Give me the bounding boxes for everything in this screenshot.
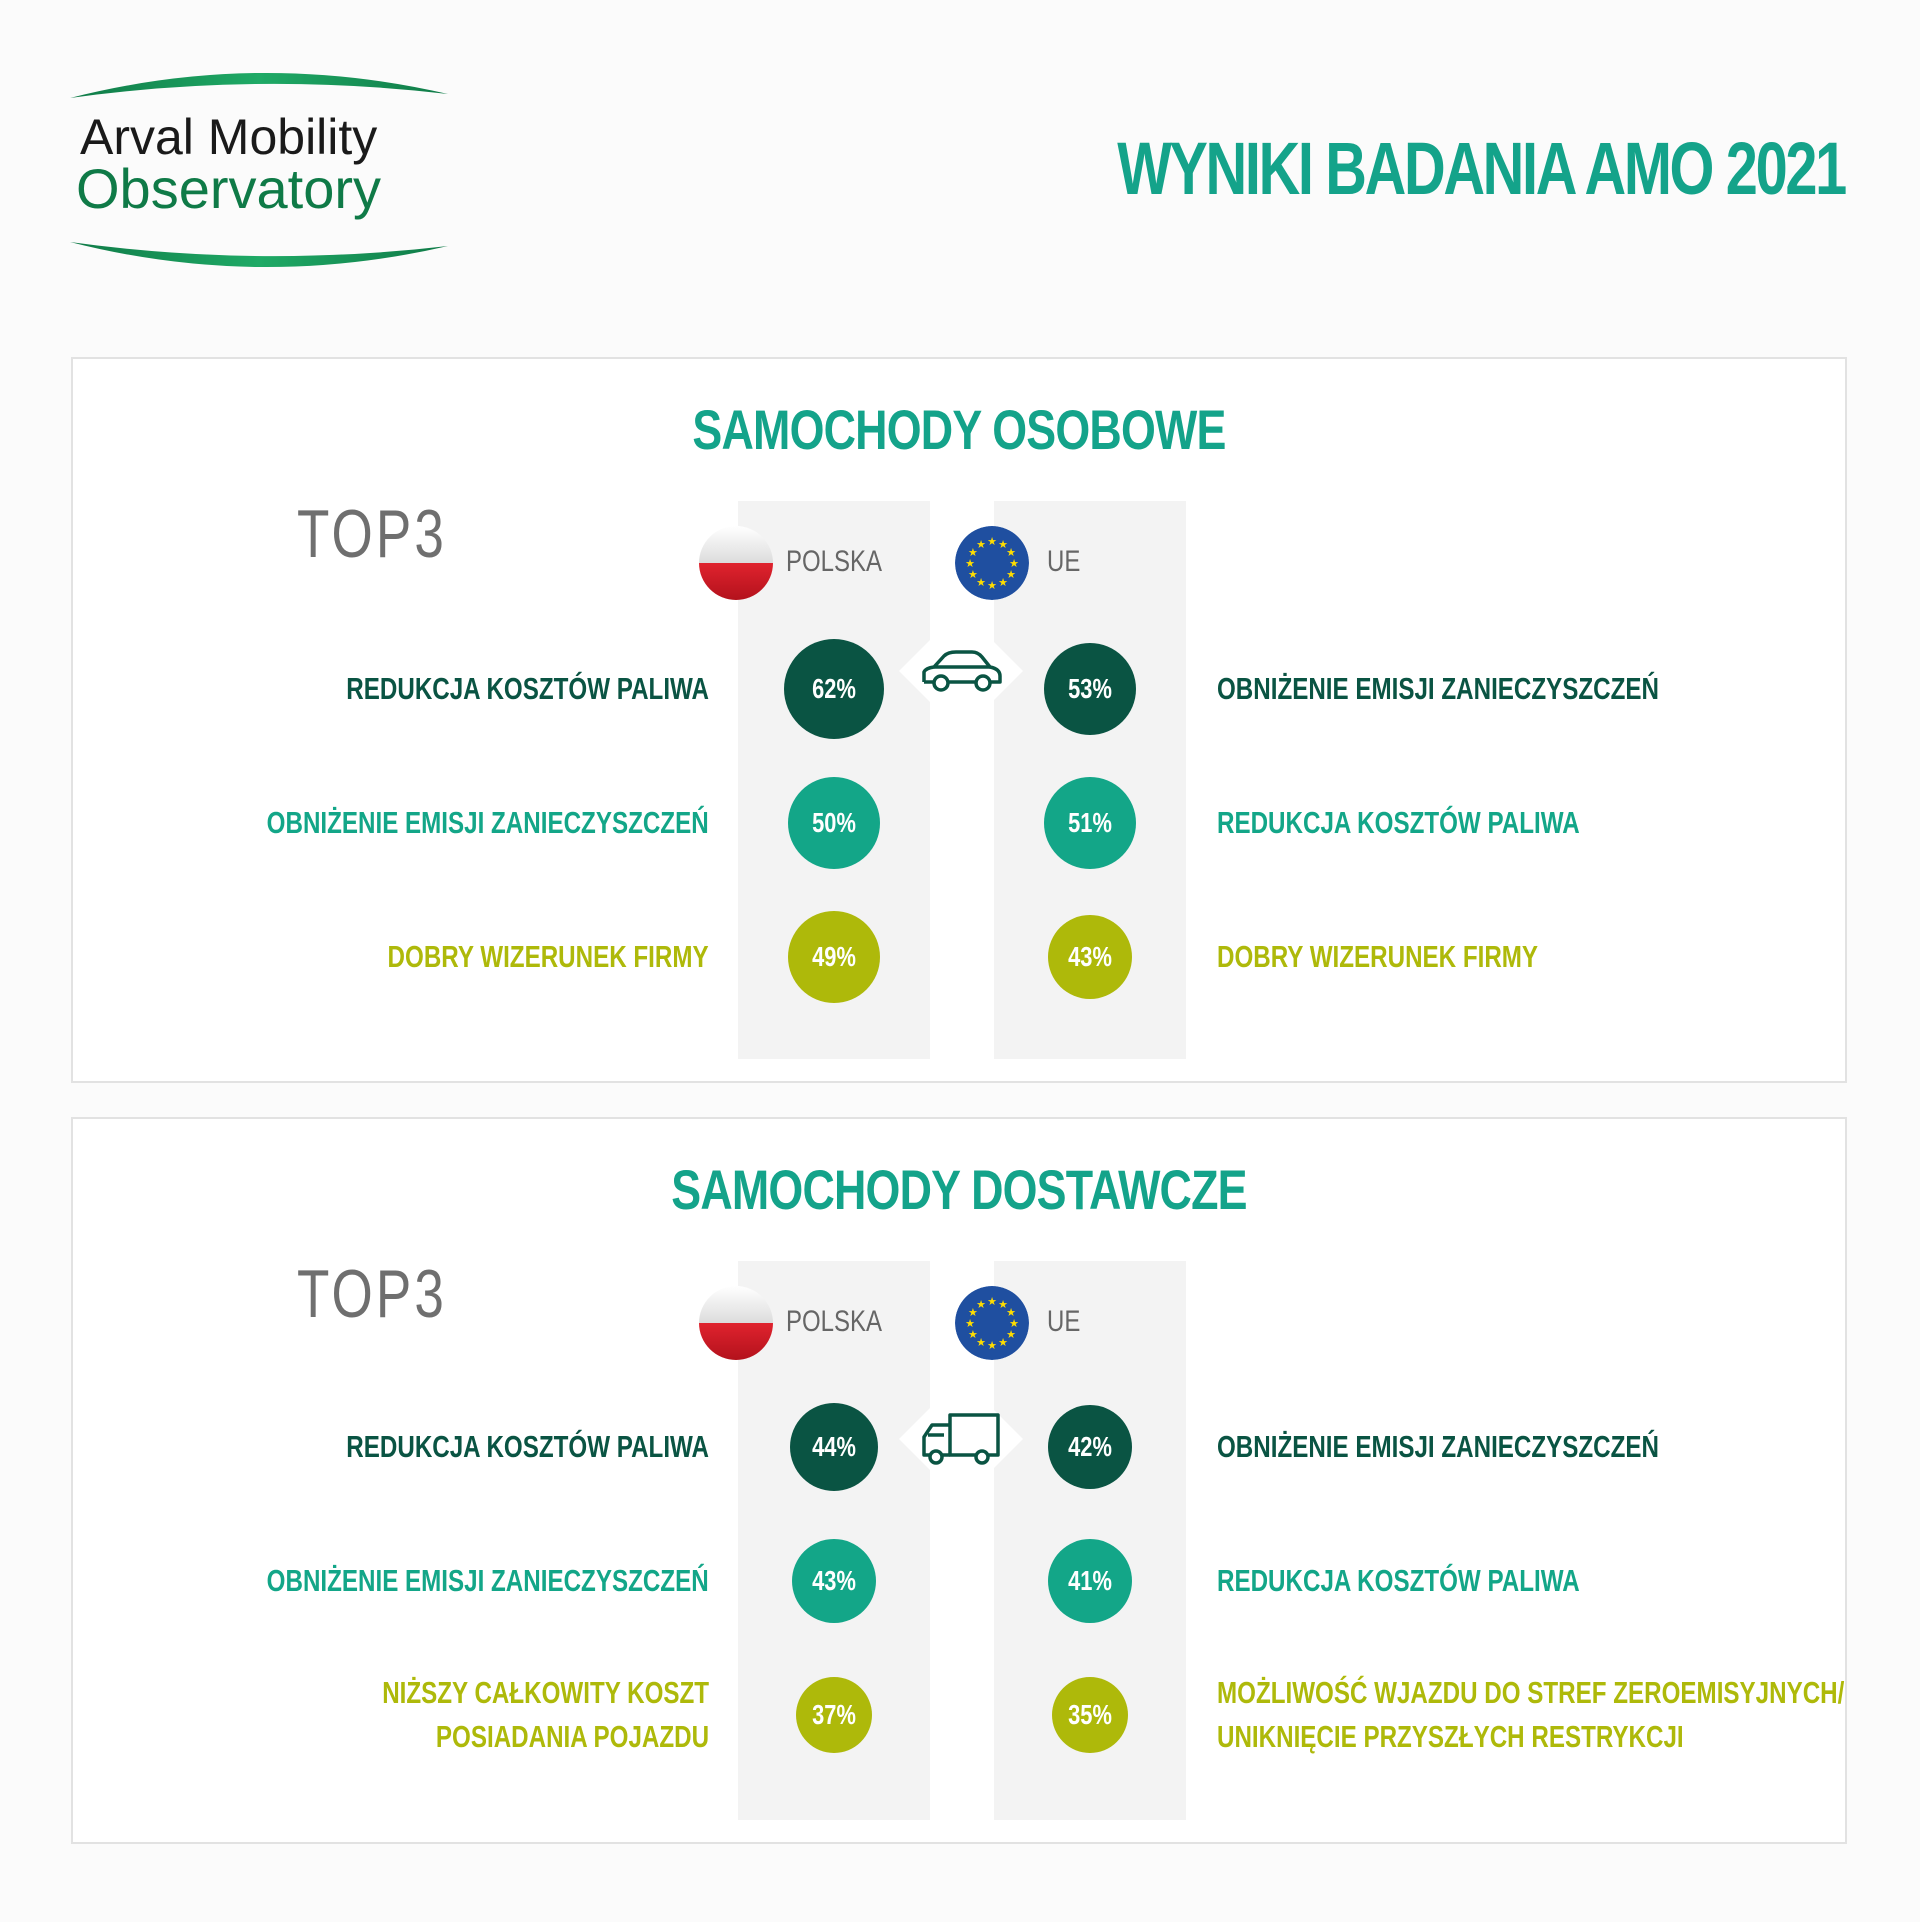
svg-text:★: ★: [1006, 1328, 1016, 1341]
reason-text: REDUKCJA KOSZTÓW PALIWA: [346, 671, 709, 706]
ue-percent-3: [1052, 1677, 1128, 1753]
page-title: WYNIKI BADANIA AMO 2021: [1117, 127, 1845, 210]
svg-text:★: ★: [998, 537, 1008, 551]
svg-text:★: ★: [998, 1336, 1008, 1350]
reason-text: OBNIŻENIE EMISJI ZANIECZYSZCZEŃ: [266, 1563, 709, 1598]
svg-text:★: ★: [987, 1339, 997, 1352]
reason-text: REDUKCJA KOSZTÓW PALIWA: [1217, 805, 1580, 840]
svg-text:★: ★: [1006, 568, 1016, 581]
ue-reason-2: [1217, 1559, 1580, 1603]
polska-reason-2: [267, 801, 709, 845]
percent-value: 50%: [812, 807, 856, 838]
svg-text:★: ★: [968, 546, 978, 559]
polska-percent-2: [788, 777, 880, 869]
ue-reason-3: [1217, 935, 1538, 979]
delivery-vans-panel: [71, 1117, 1847, 1844]
polska-percent-1: [790, 1403, 878, 1491]
svg-text:★: ★: [1009, 1317, 1019, 1330]
svg-text:★: ★: [987, 1295, 997, 1308]
svg-text:★: ★: [965, 557, 975, 570]
panel-title: SAMOCHODY DOSTAWCZE: [671, 1158, 1247, 1221]
polska-reason-3: [388, 935, 709, 979]
polska-label: POLSKA: [786, 1305, 883, 1338]
poland-flag-icon: [699, 526, 773, 600]
svg-text:★: ★: [976, 1336, 986, 1350]
reason-text: DOBRY WIZERUNEK FIRMY: [1217, 939, 1539, 974]
ue-reason-3: [1217, 1671, 1844, 1759]
polska-reason-1: [346, 667, 709, 711]
svg-text:★: ★: [976, 537, 986, 551]
ue-label: UE: [1047, 1305, 1081, 1338]
passenger-cars-panel: [71, 357, 1847, 1083]
truck-icon: [920, 1411, 1002, 1472]
svg-text:★: ★: [1009, 557, 1019, 570]
ue-percent-2: [1044, 777, 1136, 869]
reason-text: OBNIŻENIE EMISJI ZANIECZYSZCZEŃ: [266, 805, 709, 840]
svg-text:★: ★: [987, 579, 997, 592]
reason-text: OBNIŻENIE EMISJI ZANIECZYSZCZEŃ: [1217, 671, 1660, 706]
svg-text:★: ★: [987, 535, 997, 548]
reason-text: UNIKNIĘCIE PRZYSZŁYCH RESTRYKCJI: [1217, 1719, 1684, 1754]
percent-value: 51%: [1068, 807, 1112, 838]
percent-value: 42%: [1068, 1431, 1112, 1462]
vehicle-badge: [895, 1373, 1027, 1505]
reason-text: OBNIŻENIE EMISJI ZANIECZYSZCZEŃ: [1217, 1429, 1660, 1464]
ue-reason-1: [1217, 667, 1659, 711]
panel-title: SAMOCHODY OSOBOWE: [692, 398, 1226, 461]
percent-value: 43%: [812, 1565, 856, 1596]
percent-value: 62%: [812, 673, 856, 704]
eu-flag-icon: [955, 1286, 1029, 1360]
polska-reason-1: [346, 1425, 709, 1469]
svg-text:★: ★: [1006, 1306, 1016, 1319]
ue-percent-1: [1044, 643, 1136, 735]
logo-line1: Arval Mobility: [80, 109, 378, 165]
polska-percent-1: [784, 639, 884, 739]
logo-line2: Observatory: [76, 157, 381, 220]
svg-text:★: ★: [998, 576, 1008, 590]
car-icon: [918, 648, 1004, 699]
svg-text:★: ★: [965, 1317, 975, 1330]
reason-text: NIŻSZY CAŁKOWITY KOSZT: [382, 1675, 709, 1710]
reason-text: DOBRY WIZERUNEK FIRMY: [387, 939, 709, 974]
ue-percent-2: [1048, 1539, 1132, 1623]
ue-percent-1: [1048, 1405, 1132, 1489]
reason-text: REDUKCJA KOSZTÓW PALIWA: [1217, 1563, 1580, 1598]
reason-text: REDUKCJA KOSZTÓW PALIWA: [346, 1429, 709, 1464]
percent-value: 49%: [812, 941, 856, 972]
percent-value: 41%: [1068, 1565, 1112, 1596]
top3-label: TOP3: [297, 496, 448, 572]
percent-value: 53%: [1068, 673, 1112, 704]
ue-reason-2: [1217, 801, 1580, 845]
ue-label: UE: [1047, 545, 1081, 578]
svg-text:★: ★: [976, 576, 986, 590]
reason-text: MOŻLIWOŚĆ WJAZDU DO STREF ZEROEMISYJNYCH/: [1217, 1675, 1845, 1710]
polska-reason-3: [382, 1671, 709, 1759]
svg-text:★: ★: [998, 1297, 1008, 1311]
vehicle-badge: [895, 605, 1027, 737]
svg-text:★: ★: [1006, 546, 1016, 559]
reason-text: POSIADANIA POJAZDU: [435, 1719, 709, 1754]
polska-percent-3: [796, 1677, 872, 1753]
polska-reason-2: [267, 1559, 709, 1603]
ue-percent-3: [1048, 915, 1132, 999]
svg-text:★: ★: [968, 1328, 978, 1341]
percent-value: 37%: [812, 1699, 856, 1730]
svg-text:★: ★: [976, 1297, 986, 1311]
eu-flag-icon: [955, 526, 1029, 600]
ue-reason-1: [1217, 1425, 1659, 1469]
top3-label: TOP3: [297, 1256, 448, 1332]
polska-percent-3: [788, 911, 880, 1003]
percent-value: 35%: [1068, 1699, 1112, 1730]
polska-percent-2: [792, 1539, 876, 1623]
polska-label: POLSKA: [786, 545, 883, 578]
percent-value: 44%: [812, 1431, 856, 1462]
svg-text:★: ★: [968, 568, 978, 581]
poland-flag-icon: [699, 1286, 773, 1360]
arval-mobility-observatory-logo: [68, 68, 453, 278]
svg-text:★: ★: [968, 1306, 978, 1319]
percent-value: 43%: [1068, 941, 1112, 972]
